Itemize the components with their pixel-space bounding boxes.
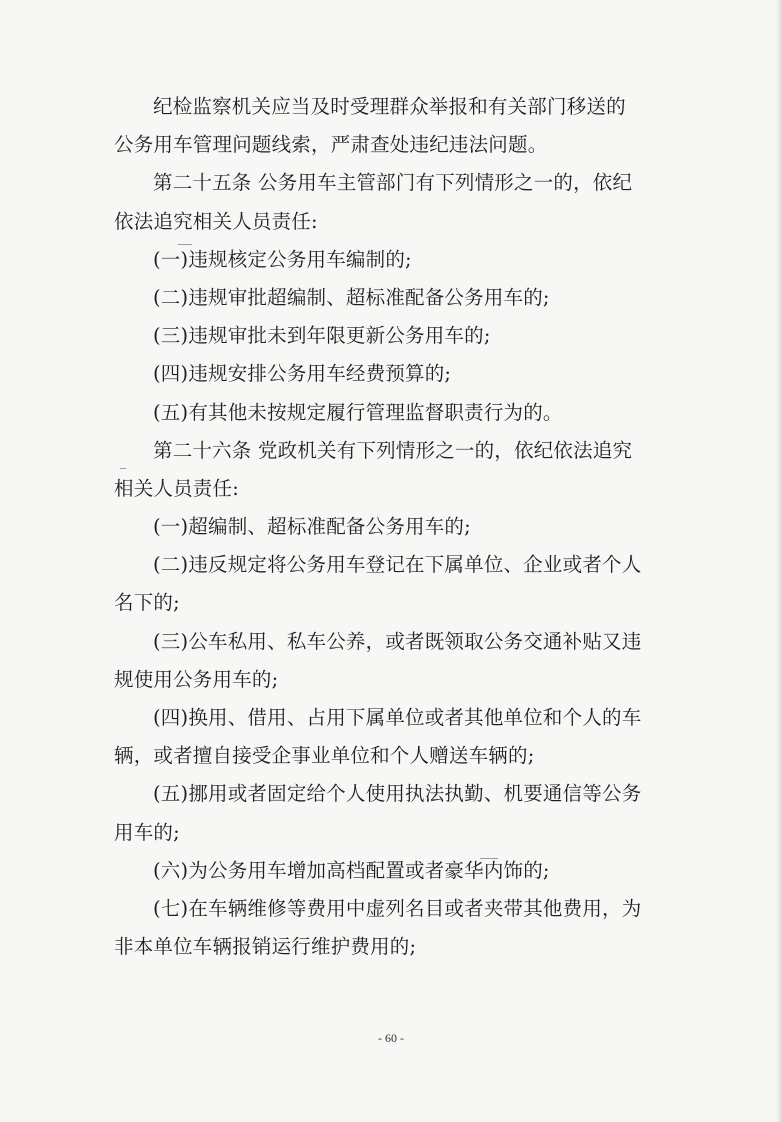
scan-speck	[480, 858, 498, 859]
text-line: 规使用公务用车的;	[114, 667, 279, 691]
text-line: 纪检监察机关应当及时受理群众举报和有关部门移送的	[153, 95, 626, 118]
scan-speck	[120, 468, 126, 469]
text-line: 辆，或者擅自接受企事业单位和个人赠送车辆的;	[114, 744, 535, 768]
text-line: (七)在车辆维修等费用中虚列名目或者夹带其他费用，为	[153, 896, 642, 920]
text-line: (三)违规审批未到年限更新公务用车的;	[153, 324, 491, 348]
text-line: 依法追究相关人员责任:	[114, 209, 318, 233]
text-line: (五)挪用或者固定给个人使用执法执勤、机要通信等公务	[153, 782, 642, 806]
text-line: 用车的;	[114, 820, 180, 844]
document-body	[114, 88, 674, 966]
text-line: (二)违反规定将公务用车登记在下属单位、企业或者个人	[153, 553, 642, 577]
text-line: (三)公车私用、私车公养，或者既领取公务交通补贴又违	[153, 629, 642, 653]
text-line: 公务用车管理问题线索，严肃查处违纪违法问题。	[114, 133, 548, 157]
text-line: 非本单位车辆报销运行维护费用的;	[114, 935, 417, 959]
text-line: (六)为公务用车增加高档配置或者豪华内饰的;	[153, 858, 550, 882]
text-line: (四)换用、借用、占用下属单位或者其他单位和个人的车	[153, 706, 642, 729]
text-line: 名下的;	[114, 591, 180, 615]
page-number: - 60 -	[378, 1031, 404, 1045]
text-line: (五)有其他未按规定履行管理监督职责行为的。	[153, 400, 563, 424]
text-line: 相关人员责任:	[114, 476, 239, 500]
page-edge-shadow	[776, 0, 782, 1122]
text-line: (二)违规审批超编制、超标准配备公务用车的;	[153, 285, 550, 309]
text-line: (四)违规安排公务用车经费预算的;	[153, 362, 452, 386]
text-line: (一)超编制、超标准配备公务用车的;	[153, 515, 471, 539]
text-line: 第二十五条 公务用车主管部门有下列情形之一的，依纪	[153, 171, 633, 195]
text-line: 第二十六条 党政机关有下列情形之一的，依纪依法追究	[153, 438, 633, 462]
text-line: (一)违规核定公务用车编制的;	[153, 247, 412, 271]
scan-speck	[178, 244, 192, 245]
